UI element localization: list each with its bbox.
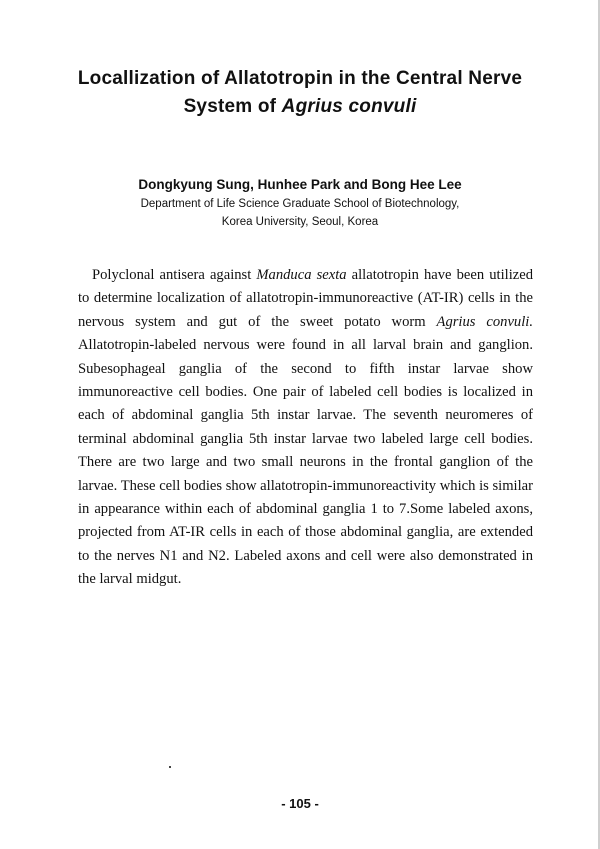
page-number: - 105 - <box>281 796 319 811</box>
abstract-text-2: allatotropin have been utilized to determine localization of allatotropin-immunoreactive (AT-IR) cells in the nervous system and gut of the sweet potato worm <box>78 267 533 330</box>
abstract-species-1: Manduca sexta <box>256 267 347 283</box>
title-line-2-prefix: System of <box>183 96 282 117</box>
affiliation-line-2: Korea University, Seoul, Korea <box>221 216 379 228</box>
title-species: Agrius convuli <box>281 96 417 117</box>
title-line-1 <box>40 68 560 90</box>
title-line-1-text: Locallization of Allatotropin in the Central Nerve <box>77 68 523 89</box>
scan-speck <box>169 766 171 768</box>
abstract-text-1: Polyclonal antisera against <box>92 267 257 283</box>
abstract-body <box>78 264 533 592</box>
authors: Dongkyung Sung, Hunhee Park and Bong Hee Lee <box>138 177 462 192</box>
abstract-text-3: Allatotropin-labeled nervous were found in all larval brain and ganglion. Subesophageal ganglia of the second to fifth instar larvae show immunoreactive cell bodies. One pair of labeled cell bodies is localized in each of abdominal ganglia 5th instar larvae. The seventh neuromeres of terminal abdominal ganglia 5th instar larvae two labeled large cell bodies. There are two large and two small neurons in the frontal ganglion of the larvae. These cell bodies show allatotropin-immunoreactivity which is similar in appearance within each of abdominal ganglia 1 to 7.Some labeled axons, projected from AT-IR cells in each of those abdominal ganglia, are extended to the nerves N1 and N2. Labeled axons and cell were also demonstrated in the larval midgut. <box>78 337 533 588</box>
abstract-species-2: Agrius convuli. <box>436 313 533 330</box>
affiliation-line-1: Department of Life Science Graduate School of Biotechnology, <box>140 198 460 210</box>
title-line-2 <box>40 96 560 118</box>
